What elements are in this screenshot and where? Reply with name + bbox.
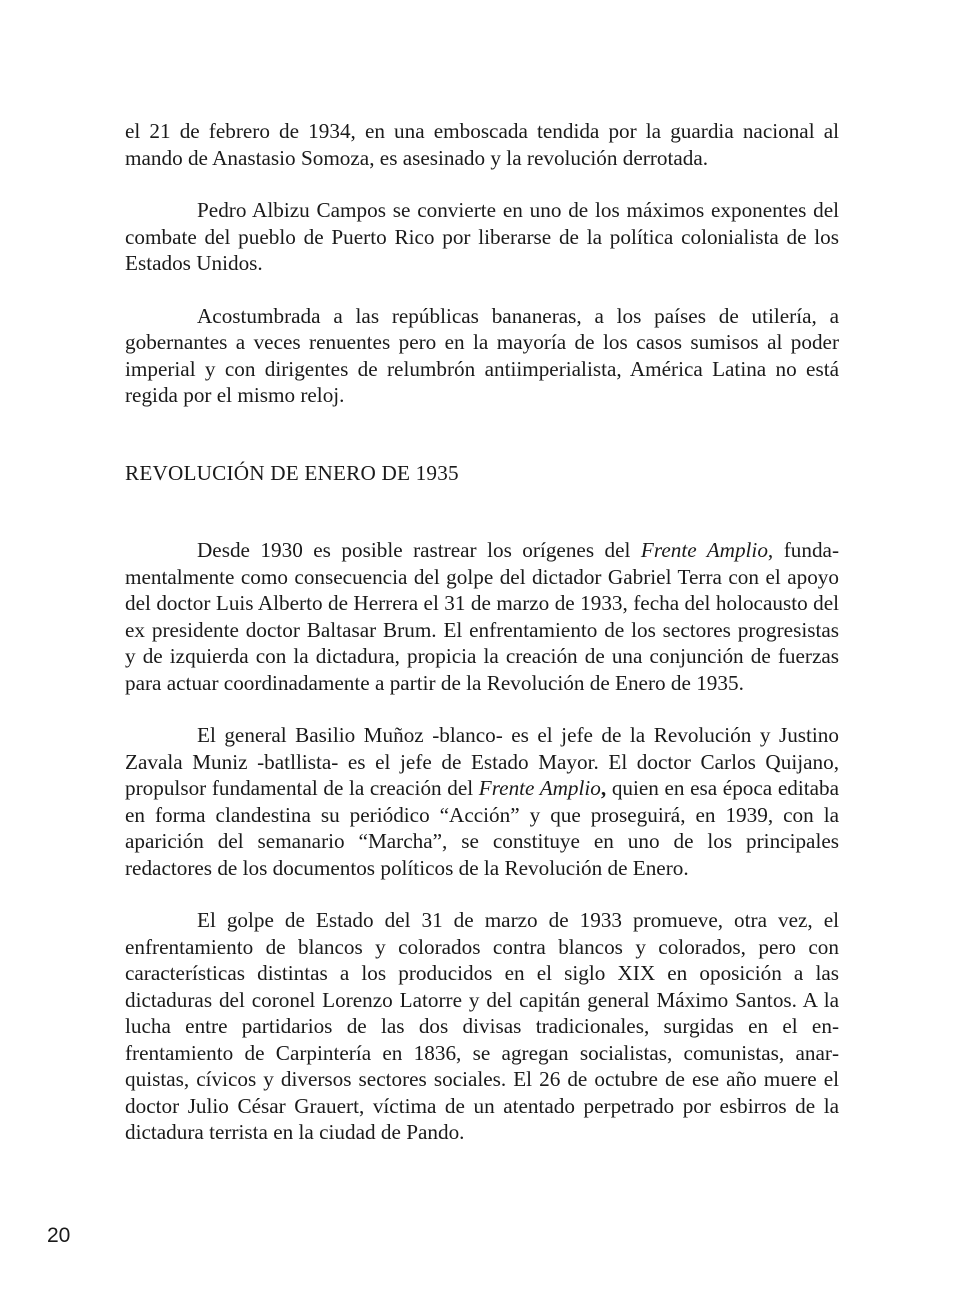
paragraph-2: Pedro Albizu Campos se convierte en uno de los máximos exponentes del combate del pueblo de Puerto Rico por liberarse de la política colonialista de los Estados Unidos. (125, 198, 839, 275)
paragraph-4 (125, 537, 839, 696)
paragraph-6: El golpe de Estado del 31 de marzo de 1933 promueve, otra vez, el enfrentamiento de blancos y colorados contra blancos y colorados, pero con características distintas a los producidos en el siglo XIX en oposición a las dictaduras del coronel Lorenzo Latorre y del capitán general Máximo Santos. A la lucha entre partidarios de las dos divisas tradicionales, surgidas en el enfrentamiento de Carpintería en 1836, se agregan socialistas, comunistas, anarquistas, cívicos y diversos sectores sociales. El 26 de octubre de ese año muere el doctor Julio César Grauert, víctima de un atentado perpetrado por esbirros de la dictadura terrista en la ciudad de Pando. (125, 908, 839, 1144)
page-body (125, 118, 839, 1146)
paragraph-4-text-a: Desde 1930 es posible rastrear los orígenes del (197, 538, 641, 562)
paragraph-5 (125, 722, 839, 881)
frente-amplio-italic: Frente Amplio (640, 538, 768, 562)
paragraph-5-text-a: El general Basilio Muñoz -blanco- es el jefe de la Revolución y Justino Zavala Muniz -batllista- es el jefe de Estado Mayor. El doctor Carlos Quijano, propulsor fundamental de la creación del (125, 723, 839, 800)
bold-comma: , (600, 776, 607, 800)
frente-amplio-italic: Frente Amplio (478, 776, 601, 800)
paragraph-1: el 21 de febrero de 1934, en una emboscada tendida por la guardia nacional al mando de Anastasio Somoza, es asesinado y la revolución derrotada. (125, 119, 839, 170)
page-number: 20 (47, 1224, 71, 1247)
paragraph-4-text-b: , fundamentalmente como consecuencia del golpe del dictador Gabriel Terra con el apoyo del doctor Luis Alberto de Herrera el 31 de marzo de 1933, fecha del holocausto del ex presidente doctor Baltasar Brum. El enfrentamiento de los sectores progresistas y de izquierda con la dictadura, propicia la creación de una conjunción de fuerzas para actuar coordinadamente a partir de la Revolución de Enero de 1935. (125, 538, 840, 695)
paragraph-3: Acostumbrada a las repúblicas bananeras, a los países de utilería, a gobernantes a veces renuentes pero en la mayoría de los casos sumisos al poder imperial y con dirigentes de relumbrón antiimperialista, América Latina no está regida por el mismo reloj. (125, 303, 839, 407)
section-heading: REVOLUCIÓN DE ENERO DE 1935 (125, 460, 459, 485)
paragraph-5-text-b: quien en esa época editaba en forma clandestina su periódico “Acción” y que proseguirá, en 1939, con la aparición del semanario “Marcha”, se constituye en uno de los principales redactores de los documentos políticos de la Revolución de Enero. (125, 776, 840, 880)
